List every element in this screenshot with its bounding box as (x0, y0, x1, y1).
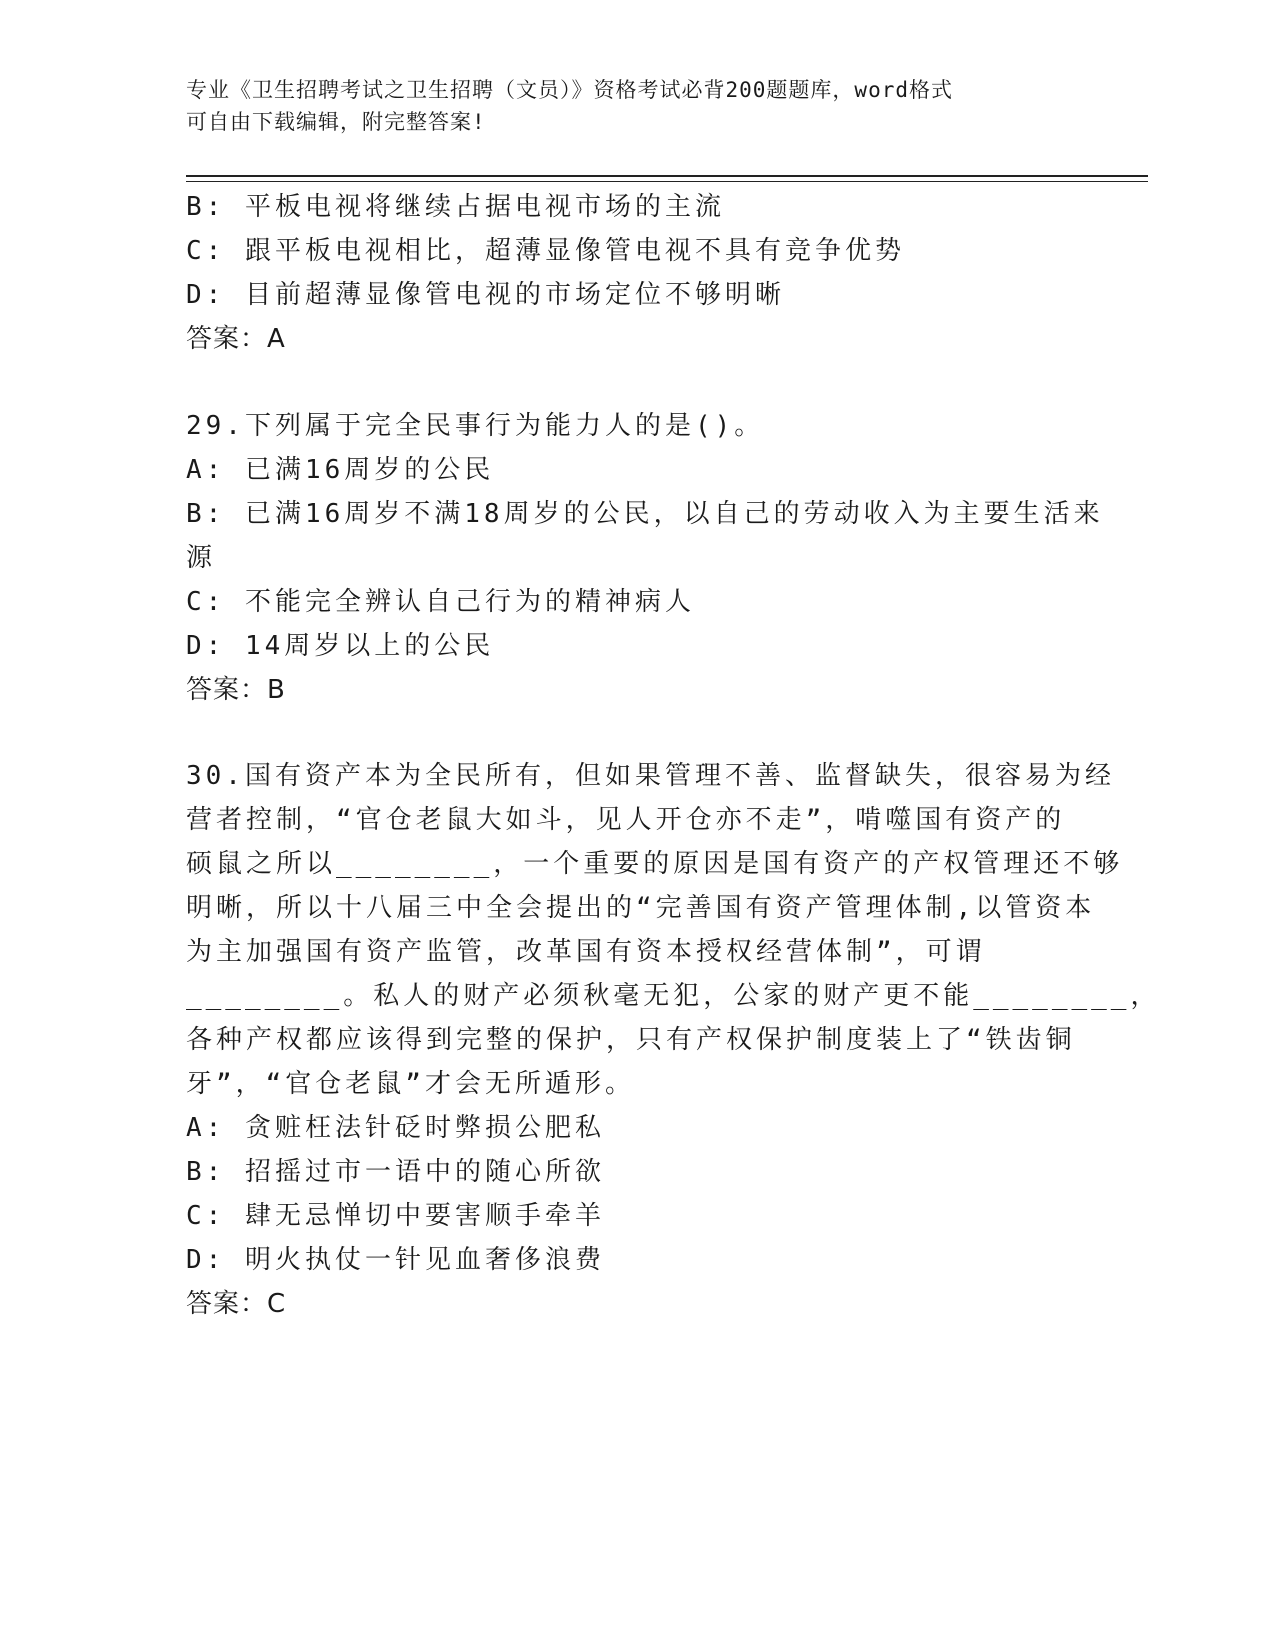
header-title-line-2: 可自由下载编辑，附完整答案! (186, 110, 486, 134)
q30-option-c: C: 肆无忌惮切中要害顺手牵羊 (186, 1201, 605, 1231)
q30-stem-line-8: 牙”，“官仓老鼠”才会无所遁形。 (186, 1069, 635, 1099)
q30-stem-line-6: ________。私人的财产必须秋毫无犯，公家的财产更不能________， (186, 981, 1161, 1011)
q29-option-c: C: 不能完全辨认自己行为的精神病人 (186, 587, 695, 617)
q30-answer: 答案：C (186, 1289, 287, 1319)
q30-stem-line-2: 营者控制，“官仓老鼠大如斗，见人开仓亦不走”，啃噬国有资产的 (186, 805, 1066, 835)
q29-answer: 答案：B (186, 675, 286, 705)
q30-stem-line-1: 30.国有资产本为全民所有，但如果管理不善、监督缺失，很容易为经 (186, 761, 1115, 791)
q30-stem-line-5: 为主加强国有资产监管，改革国有资本授权经营体制”，可谓 (186, 937, 986, 967)
q29-stem: 29.下列属于完全民事行为能力人的是()。 (186, 411, 765, 441)
q30-option-d: D: 明火执仗一针见血奢侈浪费 (186, 1245, 605, 1275)
q29-option-d: D: 14周岁以上的公民 (186, 631, 495, 661)
q30-option-a: A: 贪赃枉法针砭时弊损公肥私 (186, 1113, 605, 1143)
q29-option-a: A: 已满16周岁的公民 (186, 455, 495, 485)
q29-option-b-line-1: B: 已满16周岁不满18周岁的公民，以自己的劳动收入为主要生活来 (186, 499, 1104, 529)
q28-option-c: C: 跟平板电视相比，超薄显像管电视不具有竞争优势 (186, 236, 905, 266)
document-header (186, 74, 1066, 138)
header-title-line-1: 专业《卫生招聘考试之卫生招聘（文员）》资格考试必背200题题库，word格式 (186, 78, 953, 102)
q28-option-d: D: 目前超薄显像管电视的市场定位不够明晰 (186, 280, 785, 310)
q30-stem-line-4: 明晰，所以十八届三中全会提出的“完善国有资产管理体制,以管资本 (186, 893, 1096, 923)
q30-option-b: B: 招摇过市一语中的随心所欲 (186, 1157, 605, 1187)
q28-option-b: B: 平板电视将继续占据电视市场的主流 (186, 192, 725, 222)
q30-stem-line-3: 硕鼠之所以________，一个重要的原因是国有资产的产权管理还不够 (186, 849, 1124, 879)
q30-stem-line-7: 各种产权都应该得到完整的保护，只有产权保护制度装上了“铁齿铜 (186, 1025, 1076, 1055)
q29-option-b-line-2: 源 (186, 543, 217, 573)
header-divider-thin (186, 181, 1148, 182)
q28-answer: 答案：A (186, 324, 286, 354)
header-divider-thick (186, 175, 1148, 177)
